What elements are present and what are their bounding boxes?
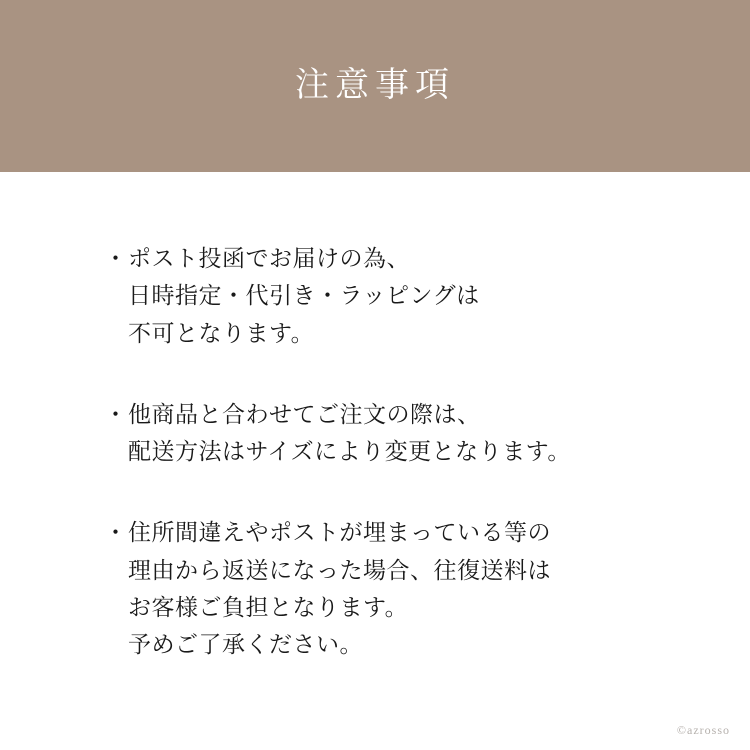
list-item — [104, 240, 690, 352]
note-text — [104, 396, 690, 471]
note-line: 配送方法はサイズにより変更となります。 — [128, 439, 571, 464]
bullet-icon: ・ — [104, 520, 128, 546]
page-title: 注意事項 — [295, 66, 455, 104]
notes-list — [0, 172, 750, 750]
note-line: 住所間違えやポストが埋まっている等の — [128, 520, 551, 546]
note-text — [104, 514, 690, 663]
header-band — [0, 0, 750, 172]
footer-credit: ©azrosso — [676, 723, 730, 737]
note-line: ポスト投函でお届けの為、 — [128, 246, 410, 271]
list-item — [104, 396, 690, 471]
bullet-icon: ・ — [104, 246, 128, 271]
list-item — [104, 514, 690, 663]
note-line: お客様ご負担となります。 — [128, 594, 409, 620]
note-line: 理由から返送になった場合、往復送料は — [128, 557, 551, 583]
note-line: 予めご了承ください。 — [128, 632, 363, 657]
note-line: 日時指定・代引き・ラッピングは — [128, 283, 480, 309]
note-line: 他商品と合わせてご注文の際は、 — [128, 401, 481, 427]
note-text — [104, 240, 690, 352]
note-line: 不可となります。 — [128, 320, 315, 346]
bullet-icon: ・ — [104, 401, 128, 427]
